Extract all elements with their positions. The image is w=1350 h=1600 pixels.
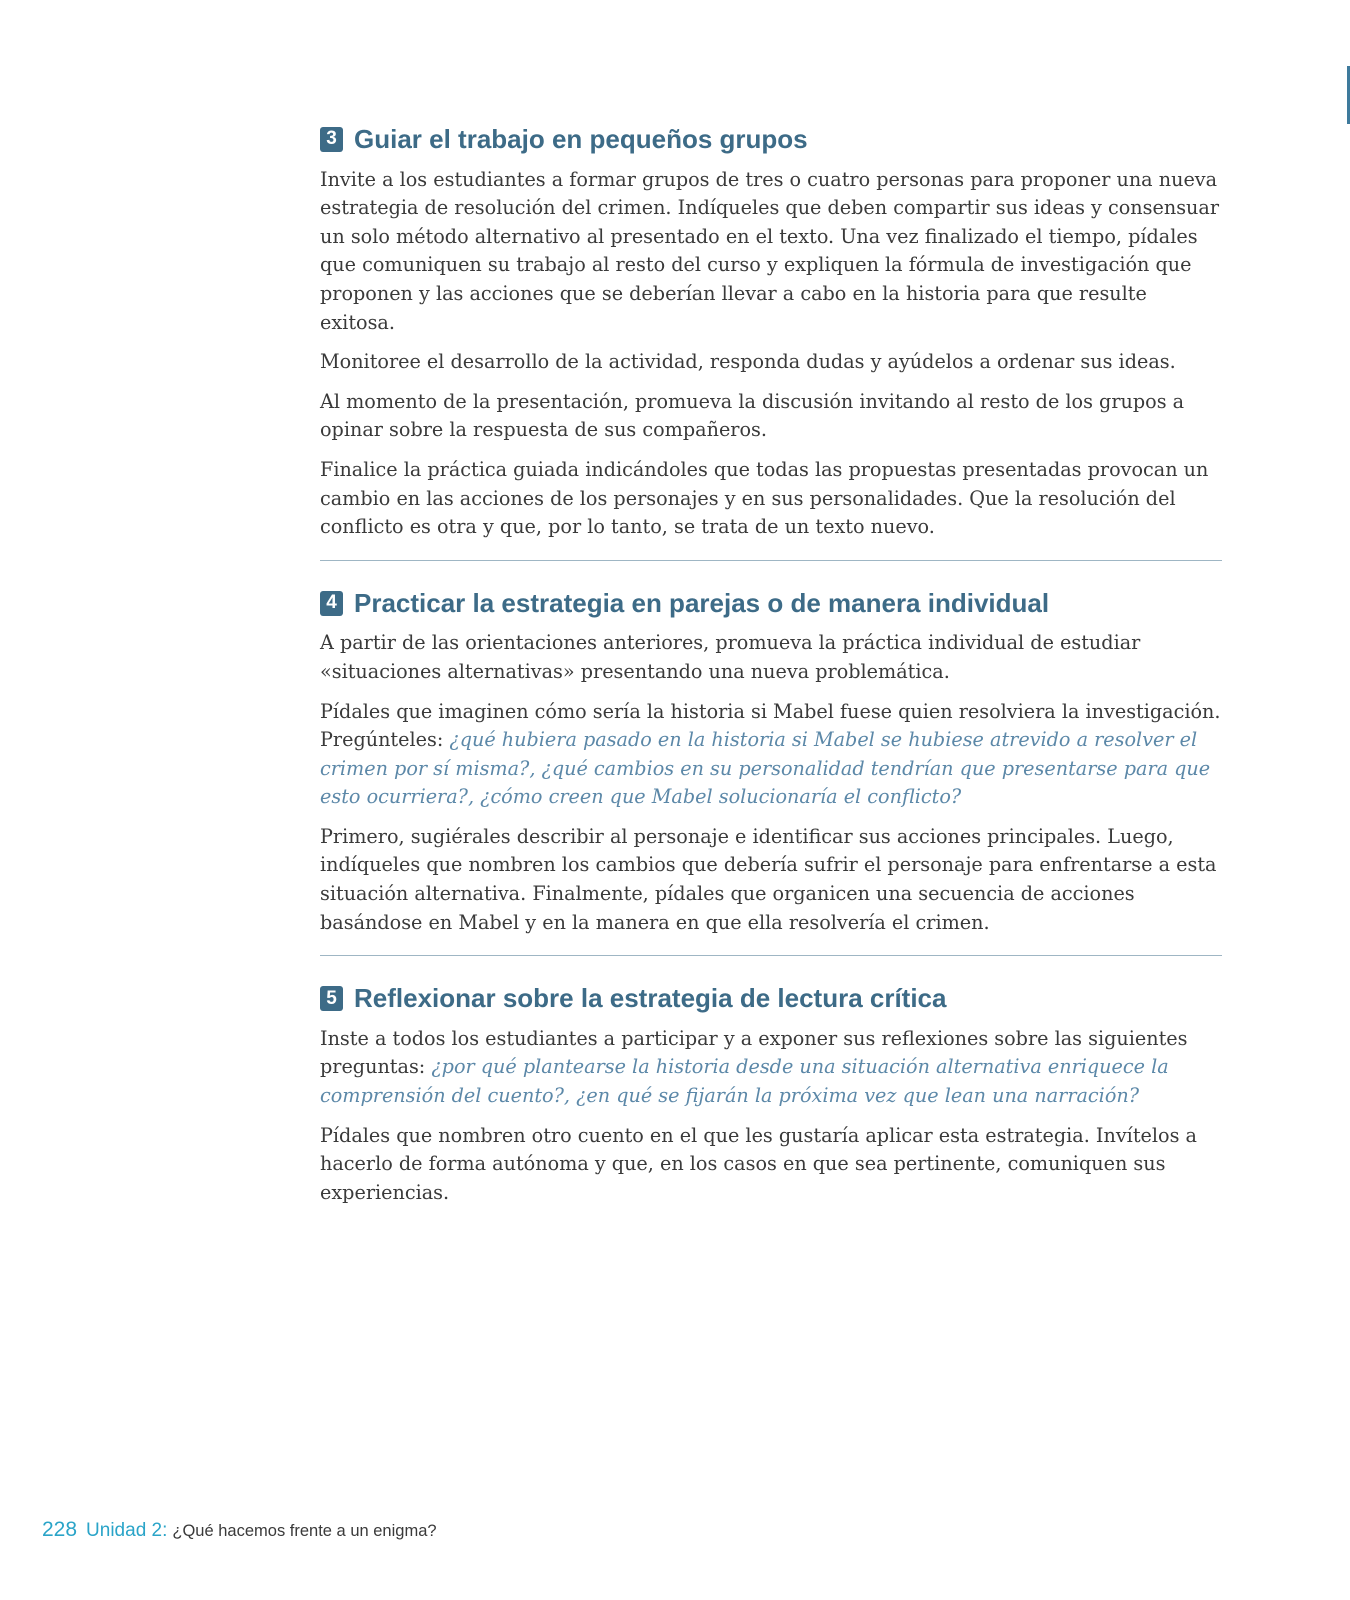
- unit-label: Unidad 2:: [86, 1520, 168, 1541]
- paragraph-with-questions: [320, 698, 1222, 812]
- paragraph: A partir de las orientaciones anteriores, promueva la práctica individual de estudiar «situaciones alternativas» presentando una nueva problemática.: [320, 631, 1141, 683]
- section-title: Practicar la estrategia en parejas o de manera individual: [354, 587, 1050, 618]
- section-divider: [320, 560, 1222, 561]
- section-number-badge: 5: [320, 986, 343, 1011]
- paragraph: Invite a los estudiantes a formar grupos de tres o cuatro personas para proponer una nueva estrategia de resolución del crimen. Indíqueles que deben compartir sus ideas y consensuar un solo método alternativo al presentado en el texto. Una vez finalizado el tiempo, pídales que comuniquen su trabajo al resto del curso y expliquen la fórmula de investigación que proponen y las acciones que se deberían llevar a cabo en la historia para que resulte exitosa.: [320, 167, 1220, 334]
- page-footer: [42, 1518, 437, 1542]
- page-number: 228: [42, 1518, 78, 1541]
- question-text: ¿qué hubiera pasado en la historia si Mabel se hubiese atrevido a resolver el crimen por sí misma?, ¿qué cambios en su personalidad tendrían que presentarse para que esto ocurriera?, ¿cómo creen que Mabel solucionaría el conflicto?: [320, 728, 1211, 809]
- paragraph-with-questions: [320, 1025, 1222, 1111]
- page-content: [320, 125, 1222, 1218]
- paragraph: Monitoree el desarrollo de la actividad, responda dudas y ayúdelos a ordenar sus ideas.: [320, 350, 1176, 374]
- paragraph: Primero, sugiérales describir al personaje e identificar sus acciones principales. Luego, indíqueles que nombren los cambios que debería sufrir el personaje para enfrentarse a esta situación alternativa. Finalmente, pídales que organicen una secuencia de acciones basándose en Mabel y en la manera en que ella resolvería el crimen.: [320, 824, 1217, 934]
- paragraph: Finalice la práctica guiada indicándoles que todas las propuestas presentadas provocan un cambio en las acciones de los personajes y en sus personalidades. Que la resolución del conflicto es otra y que, por lo tanto, se trata de un texto nuevo.: [320, 457, 1209, 539]
- unit-title: ¿Qué hacemos frente a un enigma?: [172, 1522, 437, 1540]
- section-title: Guiar el trabajo en pequeños grupos: [354, 124, 808, 154]
- section-number-badge: 4: [320, 591, 343, 616]
- paragraph: Al momento de la presentación, promueva la discusión invitando al resto de los grupos a opinar sobre la respuesta de sus compañeros.: [320, 389, 1185, 442]
- section-number-badge: 3: [320, 127, 343, 152]
- paragraph-lead-text: Pídales que imaginen cómo sería la historia si Mabel fuese quien resolviera la investigación. Pregúnteles:: [320, 699, 1221, 752]
- section-title: Reflexionar sobre la estrategia de lectura crítica: [354, 983, 947, 1014]
- paragraph-lead-text: Inste a todos los estudiantes a participar y a exponer sus reflexiones sobre las siguientes preguntas:: [320, 1026, 1188, 1079]
- section-4-header: [320, 589, 1222, 618]
- section-3-header: [320, 125, 1222, 154]
- section-divider: [320, 955, 1222, 956]
- paragraph: Pídales que nombren otro cuento en el que les gustaría aplicar esta estrategia. Invítelos a hacerlo de forma autónoma y que, en los casos en que sea pertinente, comuniquen sus experiencias.: [320, 1123, 1197, 1204]
- question-text: ¿por qué plantearse la historia desde una situación alternativa enriquece la comprensión del cuento?, ¿en qué se fijarán la próxima vez que lean una narración?: [320, 1055, 1169, 1108]
- section-5-header: [320, 984, 1222, 1013]
